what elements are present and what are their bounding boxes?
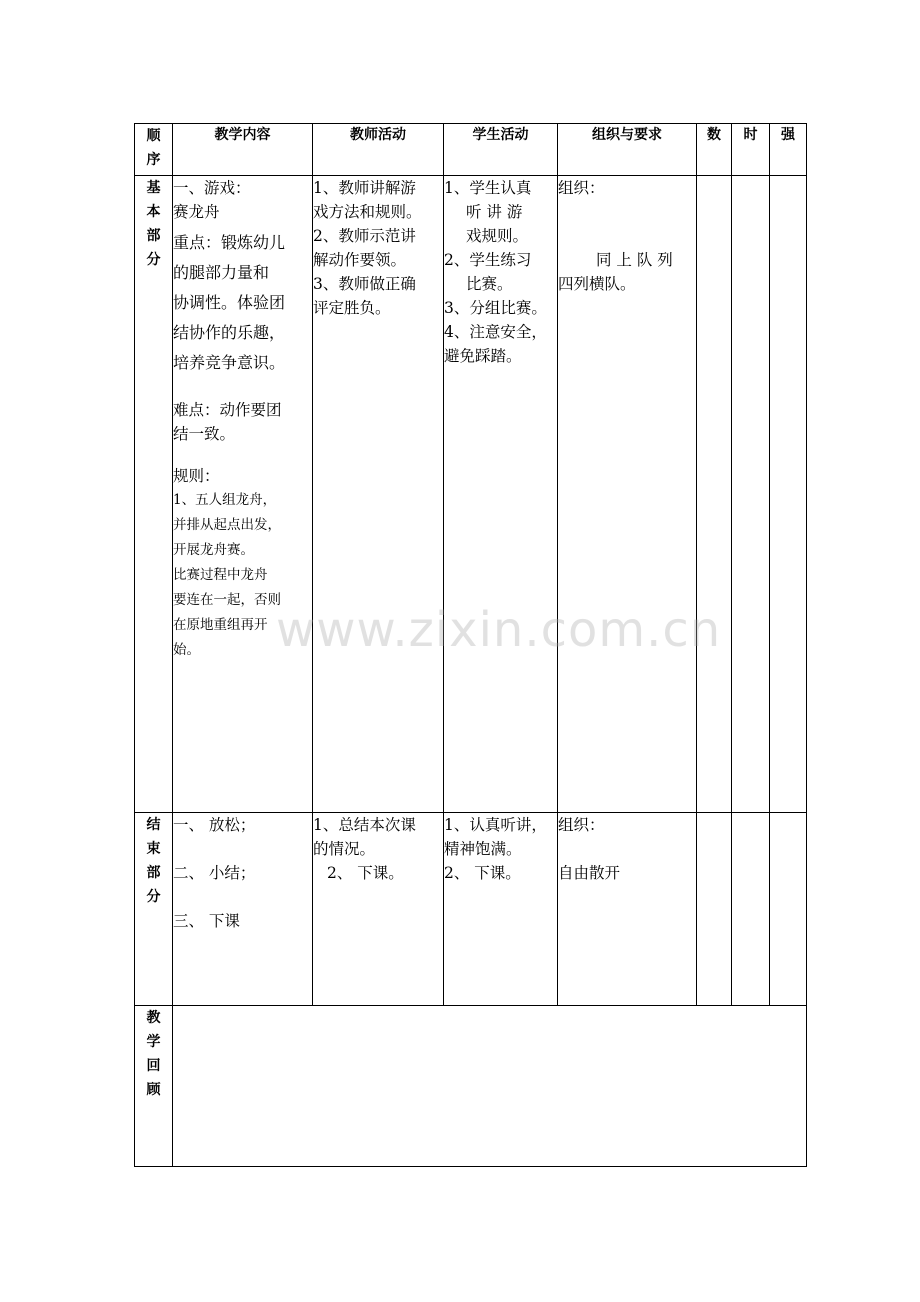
basic-section-label: 基 本 部 分 bbox=[135, 176, 173, 813]
basic-student-cell: 1、学生认真 听 讲 游 戏规则。 2、学生练习 比赛。 3、分组比赛。 4、注意安全， 避免踩踏。 bbox=[444, 176, 558, 813]
ending-teacher-cell: 1、总结本次课 的情况。 2、 下课。 bbox=[313, 813, 444, 1006]
watermark-text: www.zixin.com.cn bbox=[276, 602, 722, 658]
basic-organization-cell: 组织： 同 上 队 列 四列横队。 bbox=[558, 176, 697, 813]
ending-organization-cell: 组织： 自由散开 bbox=[558, 813, 697, 1006]
review-section-label: 教 学 回 顾 bbox=[135, 1006, 173, 1167]
basic-intensity-cell bbox=[770, 176, 807, 813]
header-content: 教学内容 bbox=[173, 124, 313, 176]
header-student: 学生活动 bbox=[444, 124, 558, 176]
ending-time-cell bbox=[732, 813, 770, 1006]
header-row bbox=[135, 124, 807, 176]
ending-count-cell bbox=[697, 813, 732, 1006]
header-teacher: 教师活动 bbox=[313, 124, 444, 176]
basic-count-cell bbox=[697, 176, 732, 813]
ending-intensity-cell bbox=[770, 813, 807, 1006]
header-time: 时 bbox=[732, 124, 770, 176]
basic-section-row bbox=[135, 176, 807, 813]
ending-section-label: 结 束 部 分 bbox=[135, 813, 173, 1006]
header-seq: 顺 序 bbox=[135, 124, 173, 176]
basic-time-cell bbox=[732, 176, 770, 813]
review-section-row bbox=[135, 1006, 807, 1167]
ending-student-cell: 1、认真听讲， 精神饱满。 2、 下课。 bbox=[444, 813, 558, 1006]
basic-teacher-cell: 1、教师讲解游 戏方法和规则。 2、教师示范讲 解动作要领。 3、教师做正确 评定胜负。 bbox=[313, 176, 444, 813]
header-intensity: 强 bbox=[770, 124, 807, 176]
header-count: 数 bbox=[697, 124, 732, 176]
basic-content-cell: 一、游戏： 赛龙舟 重点：锻炼幼儿 的腿部力量和 协调性。体验团 结协作的乐趣， 培养竞争意识。 难点：动作要团 结一致。 规则： 1、五人组龙舟， 并排从起点出发， 开展龙舟赛。 比赛过程中龙舟 要连在一起，否则 在原地重组再开 始。 bbox=[173, 176, 313, 813]
review-content-cell bbox=[173, 1006, 807, 1167]
ending-content-cell: 一、 放松； 二、 小结； 三、 下课 bbox=[173, 813, 313, 1006]
lesson-plan-table bbox=[134, 123, 807, 1167]
ending-section-row bbox=[135, 813, 807, 1006]
header-organization: 组织与要求 bbox=[558, 124, 697, 176]
